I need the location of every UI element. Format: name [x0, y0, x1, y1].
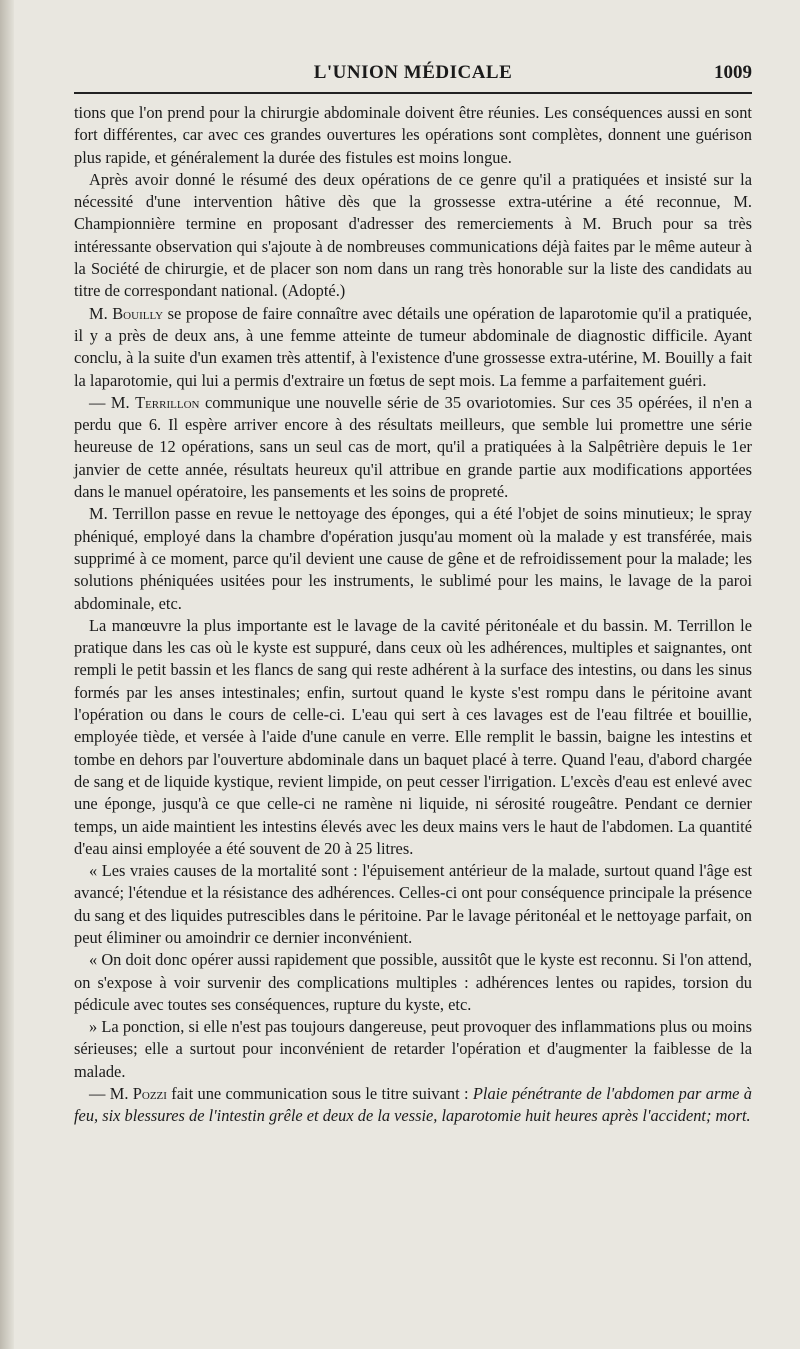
- paragraph: [74, 615, 752, 860]
- page-edge-shadow: [0, 0, 14, 1349]
- speaker-name: Bouilly: [112, 303, 164, 323]
- paragraph-text: « On doit donc opérer aussi rapidement que possible, aussitôt que le kyste est reconnu. Si l'on attend, on s'expose à voir survenir des complications multiples : adhérences lentes ou rapides, torsion du pédicule avec toutes ses conséquences, rupture du kyste, etc.: [74, 950, 752, 1014]
- paragraph-text: tions que l'on prend pour la chirurgie abdominale doivent être réunies. Les conséquences aussi en sont fort différentes, car avec ces grandes ouvertures les opérations sont complètes, donnent une guérison plus rapide, et généralement la durée des fistules est moins longue.: [74, 103, 752, 167]
- paragraph-text: La manœuvre la plus importante est le lavage de la cavité péritonéale et du bassin. M. Terrillon le pratique dans les cas où le kyste est suppuré, dans ceux où les adhérences, multiples et saignantes, ont rempli le petit bassin et les flancs de sang qui reste adhérent à la surface des intestins, ou dans les sinus formés par les anses intestinales; enfin, surtout quand le kyste s'est rompu dans le péritoine avant l'opération ou dans le cours de celle-ci. L'eau qui sert à ces lavages est de l'eau filtrée et bouillie, employée tiède, et versée à l'aide d'une canule en verre. Elle remplit le bassin, baigne les intestins et tombe en dehors par l'ouverture abdominale dans un baquet placé à terre. Quand l'eau, d'abord chargée de sang et de liquide kystique, revient limpide, on peut cesser l'irrigation. L'excès d'eau est enlevé avec une éponge, jusqu'à ce que celle-ci ne ramène ni liquide, ni sérosité rougeâtre. Pendant ce dernier temps, un aide maintient les intestins élevés avec les deux mains vers le haut de l'abdomen. La quantité d'eau ainsi employée a été souvent de 20 à 25 litres.: [74, 615, 752, 858]
- article-body: [74, 102, 752, 1128]
- paragraph-text: « Les vraies causes de la mortalité sont : l'épuisement antérieur de la malade, surtout quand l'âge est avancé; l'étendue et la résistance des adhérences. Celles-ci ont pour conséquence principale la présence du sang et des liquides putrescibles dans le péritoine. Par le lavage péritonéal et le nettoyage parfait, on peut éliminer ou amoindrir ce dernier inconvénient.: [74, 861, 752, 947]
- paragraph-text: fait une communication sous le titre suivant :: [166, 1084, 473, 1104]
- paragraph: [74, 1016, 752, 1083]
- speaker-name: Pozzi: [132, 1084, 167, 1104]
- communication-title: Plaie pénétrante de l'abdomen par arme à feu, six blessures de l'intestin grêle et deux de la vessie, laparotomie huit heures après l'accident; mort.: [74, 1084, 752, 1126]
- page-number: 1009: [714, 62, 752, 83]
- paragraph: [74, 169, 752, 303]
- paragraph: [74, 102, 752, 169]
- paragraph-text: Après avoir donné le résumé des deux opérations de ce genre qu'il a pratiquées et insisté sur la nécessité d'une intervention hâtive dès que la grossesse extra-utérine a été reconnue, M. Championnière termine en proposant d'adresser des remerciements à M. Bruch pour sa très intéressante observation qui s'ajoute à de nombreuses communications déjà faites par le même auteur à la Société de chirurgie, et de placer son nom dans un rang très honorable sur la liste des candidats au titre de correspondant national. (Adopté.): [74, 169, 752, 301]
- paragraph-lead: — M.: [89, 1084, 133, 1104]
- running-title: L'UNION MÉDICALE: [313, 62, 513, 83]
- paragraph-text: se propose de faire connaître avec détails une opération de laparotomie qu'il a pratiquée, il y a près de deux ans, à une femme atteinte de tumeur abdominale de diagnostic difficile. Ayant conclu, à la suite d'un examen très attentif, à l'existence d'une grossesse extra-utérine, M. Bouilly a fait la laparotomie, qui lui a permis d'extraire un fœtus de sept mois. La femme a parfaitement guéri.: [74, 303, 752, 390]
- paragraph: [74, 303, 752, 392]
- paragraph-lead: M.: [89, 303, 113, 323]
- paragraph-text: communique une nouvelle série de 35 ovariotomies. Sur ces 35 opérées, il n'en a perdu que 6. Il espère arriver encore à des résultats meilleurs, que semble lui promettre une série heureuse de 12 opérations, sans un seul cas de mort, qu'il a pratiquées à la Salpêtrière depuis le 1er janvier de cette année, résultats heureux qu'il attribue en grande partie aux modifications apportées dans le manuel opératoire, les pansements et les soins de propreté.: [74, 392, 752, 502]
- paragraph: [74, 503, 752, 614]
- paragraph-lead: — M.: [89, 392, 136, 412]
- speaker-name: Terrillon: [135, 392, 200, 412]
- paragraph: [74, 1083, 752, 1128]
- paragraph-text: » La ponction, si elle n'est pas toujours dangereuse, peut provoquer des inflammations plus ou moins sérieuses; elle a surtout pour inconvénient de retarder l'opération et d'augmenter la faiblesse de la malade.: [74, 1017, 752, 1081]
- paragraph-text: M. Terrillon passe en revue le nettoyage des éponges, qui a été l'objet de soins minutieux; le spray phéniqué, employé dans la chambre d'opération jusqu'au moment où la malade y est transférée, mais supprimé à ce moment, parce qu'il devient une cause de gêne et de refroidissement pour la malade; les solutions phéniquées usitées pour les instruments, le sublimé pour les mains, le lavage de la paroi abdominale, etc.: [74, 504, 752, 613]
- page-header: [74, 58, 752, 92]
- paragraph: [74, 949, 752, 1016]
- header-rule: [74, 92, 752, 94]
- paragraph: [74, 860, 752, 949]
- paragraph: [74, 392, 752, 503]
